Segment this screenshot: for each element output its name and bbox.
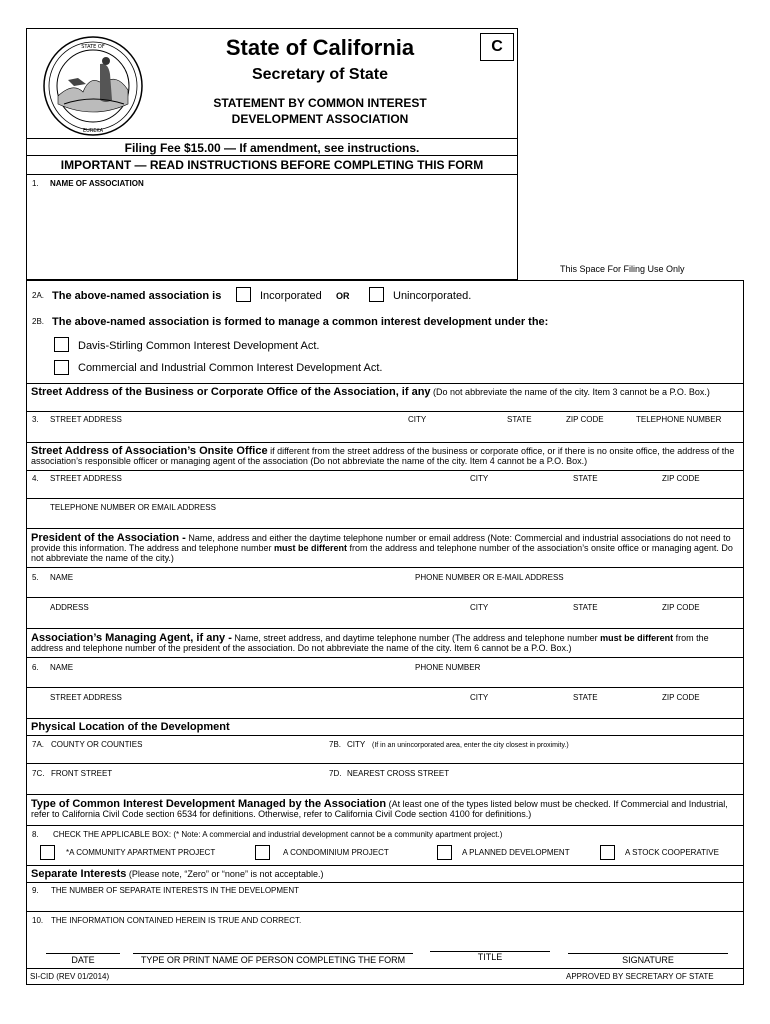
item7a-label: COUNTY OR COUNTIES <box>51 740 143 749</box>
divider <box>26 735 744 736</box>
item4-phone-field[interactable] <box>28 514 742 526</box>
printed-name-caption: TYPE OR PRINT NAME OF PERSON COMPLETING THE FORM <box>140 955 406 965</box>
divider <box>26 794 744 795</box>
item5-name-field[interactable] <box>28 584 742 596</box>
community-apartment-checkbox[interactable] <box>40 845 55 860</box>
item7b-number: 7B. <box>329 740 342 749</box>
section9-note: (Please note, “Zero” or “none” is not acceptable.) <box>126 869 324 879</box>
item7b-note: (If in an unincorporated area, enter the city closest in proximity.) <box>372 742 569 749</box>
filing-use-note: This Space For Filing Use Only <box>560 264 685 274</box>
divider <box>26 470 744 471</box>
separate-interests-field[interactable] <box>28 897 742 909</box>
item6-state-label: STATE <box>573 693 598 702</box>
section3-note: (Do not abbreviate the name of the city. Item 3 cannot be a P.O. Box.) <box>430 387 710 397</box>
divider <box>26 763 744 764</box>
title-caption: TITLE <box>477 952 503 962</box>
section6-title: Association’s Managing Agent, if any - <box>31 632 232 644</box>
divider <box>26 718 744 719</box>
item3-phone-label: TELEPHONE NUMBER <box>636 415 722 424</box>
item7d-field[interactable] <box>326 780 740 792</box>
item4-street-label: STREET ADDRESS <box>50 474 122 483</box>
item6-zip-label: ZIP CODE <box>662 693 700 702</box>
form-id: SI-CID (REV 01/2014) <box>30 972 110 981</box>
section6-emphasis: must be different <box>600 633 674 643</box>
item10-number: 10. <box>32 916 44 925</box>
item4-city-label: CITY <box>470 474 489 483</box>
association-name-field[interactable] <box>30 192 512 276</box>
divider <box>26 411 744 412</box>
item4-state-label: STATE <box>573 474 598 483</box>
signature-line[interactable] <box>568 953 728 954</box>
section4-note: if different from the street address of the business or corporate office, or if there is no onsite office, the address of the association’s responsible officer or managing agent of the association (Do not abbreviate the name of the city. Item 4 cannot be a P.O. Box.) <box>31 446 735 466</box>
divider <box>26 911 744 912</box>
section6-note-1: Name, street address, and daytime telephone number (The address and telephone number <box>231 633 601 643</box>
planned-development-label: A PLANNED DEVELOPMENT <box>462 848 570 857</box>
approved-by: APPROVED BY SECRETARY OF STATE <box>566 972 714 981</box>
item7d-label: NEAREST CROSS STREET <box>347 769 450 778</box>
form-title-line-2: DEVELOPMENT ASSOCIATION <box>231 112 409 126</box>
section5-note-1: Name, address and either the daytime telephone number or email address (Note: Commercial and industrial associations do not need to provide this information. The address and telephone number <box>31 533 731 553</box>
section9-title: Separate Interests <box>31 868 127 880</box>
section9-heading <box>31 869 739 879</box>
divider <box>26 498 744 499</box>
community-apartment-label: *A COMMUNITY APARTMENT PROJECT <box>66 848 216 857</box>
item6-number: 6. <box>32 663 39 672</box>
item5-address-label: ADDRESS <box>50 603 89 612</box>
divider <box>26 528 744 529</box>
item9-number: 9. <box>32 886 39 895</box>
item7c-number: 7C. <box>32 769 45 778</box>
section3-title: Street Address of the Business or Corporate Office of the Association, if any <box>31 386 431 398</box>
section6-heading <box>31 633 739 653</box>
divider <box>26 155 518 156</box>
section5-emphasis: must be different <box>273 543 347 553</box>
davis-stirling-label: Davis-Stirling Common Interest Development Act. <box>78 340 320 352</box>
item3-state-label: STATE <box>507 415 532 424</box>
divider <box>26 383 744 384</box>
item5-city-label: CITY <box>470 603 489 612</box>
commercial-industrial-checkbox[interactable] <box>54 360 69 375</box>
item7c-field[interactable] <box>28 780 324 792</box>
divider <box>26 882 744 883</box>
section8-heading <box>31 799 739 819</box>
item10-label: THE INFORMATION CONTAINED HEREIN IS TRUE AND CORRECT. <box>51 916 302 925</box>
item2a-number: 2A. <box>32 291 45 300</box>
item4-zip-label: ZIP CODE <box>662 474 700 483</box>
item5-number: 5. <box>32 573 39 582</box>
item8-instruction: CHECK THE APPLICABLE BOX: (* Note: A commercial and industrial development cannot be a community apartment project.) <box>53 830 503 839</box>
divider <box>26 657 744 658</box>
stock-cooperative-checkbox[interactable] <box>600 845 615 860</box>
item7d-number: 7D. <box>329 769 342 778</box>
section3-heading <box>31 387 739 397</box>
signature-caption: SIGNATURE <box>622 955 674 965</box>
divider <box>26 138 518 139</box>
condominium-checkbox[interactable] <box>255 845 270 860</box>
item5-name-label: NAME <box>50 573 74 582</box>
item1-label: NAME OF ASSOCIATION <box>50 179 144 188</box>
incorporated-label: Incorporated <box>260 290 322 302</box>
item6-street-label: STREET ADDRESS <box>50 693 122 702</box>
section7-title: Physical Location of the Development <box>31 721 230 733</box>
section4-title: Street Address of Association’s Onsite Office <box>31 445 268 457</box>
item4-number: 4. <box>32 474 39 483</box>
commercial-industrial-label: Commercial and Industrial Common Interest Development Act. <box>78 362 383 374</box>
section5-heading <box>31 533 739 563</box>
filing-fee: Filing Fee $15.00 — If amendment, see instructions. <box>124 141 420 155</box>
item3-street-label: STREET ADDRESS <box>50 415 122 424</box>
unincorporated-label: Unincorporated. <box>393 290 472 302</box>
condominium-label: A CONDOMINIUM PROJECT <box>283 848 389 857</box>
form-letter-box <box>480 33 514 61</box>
divider <box>26 968 744 969</box>
section4-heading <box>31 446 739 466</box>
item7a-field[interactable] <box>28 751 324 763</box>
item6-phone-label: PHONE NUMBER <box>415 663 481 672</box>
item7c-label: FRONT STREET <box>51 769 113 778</box>
item6-city-label: CITY <box>470 693 489 702</box>
planned-development-checkbox[interactable] <box>437 845 452 860</box>
item5-state-label: STATE <box>573 603 598 612</box>
item3-address-field[interactable] <box>28 426 742 440</box>
item5-address-field[interactable] <box>28 614 742 626</box>
important-notice: IMPORTANT — READ INSTRUCTIONS BEFORE COMPLETING THIS FORM <box>60 158 484 172</box>
item7b-field[interactable] <box>326 751 740 763</box>
item2b-label: The above-named association is formed to manage a common interest development under the: <box>52 316 549 328</box>
page-subtitle: Secretary of State <box>251 66 389 83</box>
item5-phone-label: PHONE NUMBER OR E-MAIL ADDRESS <box>415 573 564 582</box>
davis-stirling-checkbox[interactable] <box>54 337 69 352</box>
item1-number: 1. <box>32 179 39 188</box>
section8-title: Type of Common Interest Development Managed by the Association <box>31 798 387 810</box>
item6-address-field[interactable] <box>28 704 742 716</box>
section8-note: (At least one of the types listed below must be checked. If Commercial and Industrial, refer to California Civil Code section 6534 for definitions. Otherwise, refer to California Civil Code section 4100 for definitions.) <box>31 799 728 819</box>
section5-note-2: from the address and telephone number of the association’s onsite office or managing agent. Do not abbreviate the name of the city.) <box>31 543 733 563</box>
divider <box>26 442 744 443</box>
svg-text:EUREKA: EUREKA <box>82 128 104 134</box>
divider <box>26 597 744 598</box>
incorporated-checkbox[interactable] <box>236 287 251 302</box>
form-title-line-1: STATEMENT BY COMMON INTEREST <box>213 96 427 110</box>
item4-phone-label: TELEPHONE NUMBER OR EMAIL ADDRESS <box>50 503 216 512</box>
item7b-label: CITY <box>347 740 366 749</box>
item5-zip-label: ZIP CODE <box>662 603 700 612</box>
unincorporated-checkbox[interactable] <box>369 287 384 302</box>
state-seal <box>28 34 158 138</box>
date-caption: DATE <box>71 955 95 965</box>
date-signature-line[interactable] <box>46 953 120 954</box>
item2b-number: 2B. <box>32 317 45 326</box>
item2a-label: The above-named association is <box>52 290 222 302</box>
printed-name-signature-line[interactable] <box>133 953 413 954</box>
svg-text:STATE OF: STATE OF <box>81 44 105 50</box>
item9-label: THE NUMBER OF SEPARATE INTERESTS IN THE DEVELOPMENT <box>51 886 300 895</box>
item3-city-label: CITY <box>408 415 427 424</box>
item6-name-field[interactable] <box>28 674 742 686</box>
or-label: OR <box>336 291 350 301</box>
item8-number: 8. <box>32 830 39 839</box>
divider <box>26 174 518 175</box>
item3-zip-label: ZIP CODE <box>566 415 604 424</box>
divider <box>26 567 744 568</box>
section6-note-2: from the address and telephone number of the president of the association. Do not abbreviate the name of the city. Item 6 cannot be a P.O. Box.) <box>31 633 709 653</box>
divider <box>26 825 744 826</box>
item6-name-label: NAME <box>50 663 74 672</box>
divider <box>26 865 744 866</box>
form-letter: C <box>491 38 503 55</box>
divider <box>26 628 744 629</box>
section5-title: President of the Association - <box>31 532 186 544</box>
seal-icon <box>28 34 158 138</box>
stock-cooperative-label: A STOCK COOPERATIVE <box>625 848 719 857</box>
page-title: State of California <box>225 35 415 60</box>
divider <box>26 687 744 688</box>
item3-number: 3. <box>32 415 39 424</box>
item4-address-field[interactable] <box>28 485 742 497</box>
item7a-number: 7A. <box>32 740 45 749</box>
